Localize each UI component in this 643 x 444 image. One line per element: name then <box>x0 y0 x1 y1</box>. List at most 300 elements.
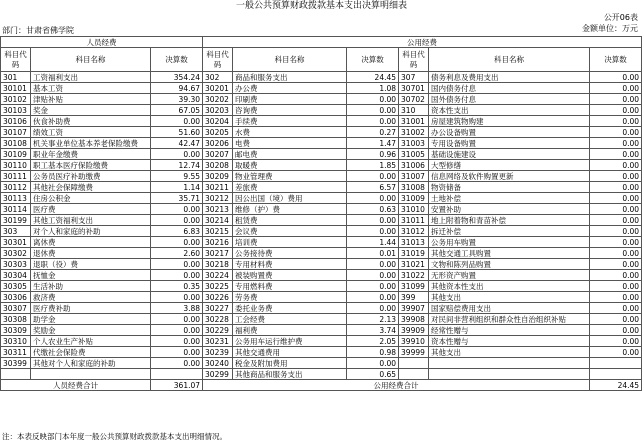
amount-cell: 0.65 <box>347 369 399 380</box>
name-cell: 抚恤金 <box>31 270 151 281</box>
amount-cell: 1.44 <box>347 237 399 248</box>
code-cell: 31005 <box>399 149 429 160</box>
name-cell: 对个人和家庭的补助 <box>31 226 151 237</box>
name-cell: 其他交通费用 <box>233 347 347 358</box>
amount-cell: 3.88 <box>151 303 203 314</box>
table-row <box>1 138 642 149</box>
amount-cell: 0.00 <box>151 292 203 303</box>
amount-cell: 6.57 <box>347 182 399 193</box>
code-cell: 30214 <box>203 215 233 226</box>
name-cell: 助学金 <box>31 314 151 325</box>
name-cell: 其他社会保障缴费 <box>31 182 151 193</box>
table-row <box>1 105 642 116</box>
code-cell: 31099 <box>399 281 429 292</box>
header-code: 科目代码 <box>203 48 233 72</box>
table-row <box>1 281 642 292</box>
amount-cell: 0.00 <box>590 303 642 314</box>
name-cell: 商品和服务支出 <box>233 72 347 83</box>
amount-cell: 0.00 <box>347 171 399 182</box>
name-cell: 安置补助 <box>429 204 590 215</box>
amount-cell: 0.00 <box>590 270 642 281</box>
header-amount: 决算数 <box>347 48 399 72</box>
name-cell: 生活补助 <box>31 281 151 292</box>
amount-cell: 0.00 <box>590 72 642 83</box>
code-cell: 39909 <box>399 325 429 336</box>
amount-cell: 94.67 <box>151 83 203 94</box>
code-cell: 30101 <box>1 83 31 94</box>
table-row <box>1 116 642 127</box>
code-cell: 30239 <box>203 347 233 358</box>
code-cell: 30228 <box>203 314 233 325</box>
public-total-label: 公用经费合计 <box>203 380 590 391</box>
amount-cell: 0.00 <box>151 325 203 336</box>
code-cell: 31011 <box>399 215 429 226</box>
code-cell: 30226 <box>203 292 233 303</box>
name-cell: 物业管理费 <box>233 171 347 182</box>
code-cell: 31008 <box>399 182 429 193</box>
name-cell: 奖励金 <box>31 325 151 336</box>
name-cell: 租赁费 <box>233 215 347 226</box>
amount-cell: 0.00 <box>590 325 642 336</box>
code-cell <box>399 358 429 369</box>
header-name: 科目名称 <box>31 48 151 72</box>
name-cell: 基本工资 <box>31 83 151 94</box>
amount-cell: 12.74 <box>151 160 203 171</box>
code-cell: 302 <box>203 72 233 83</box>
amount-unit: 金额单位：万元 <box>582 24 638 33</box>
footnote: 注：本表反映部门本年度一般公共预算财政拨款基本支出明细情况。 <box>2 432 227 441</box>
header-name: 科目名称 <box>233 48 347 72</box>
name-cell: 差旅费 <box>233 182 347 193</box>
amount-cell: 0.00 <box>347 116 399 127</box>
amount-cell: 0.00 <box>151 215 203 226</box>
name-cell: 救济费 <box>31 292 151 303</box>
code-cell: 30702 <box>399 94 429 105</box>
amount-cell: 0.00 <box>151 204 203 215</box>
public-total-value: 24.45 <box>590 380 642 391</box>
code-cell: 31010 <box>399 204 429 215</box>
code-cell: 39907 <box>399 303 429 314</box>
code-cell: 39999 <box>399 347 429 358</box>
code-cell: 30215 <box>203 226 233 237</box>
amount-cell: 0.00 <box>590 94 642 105</box>
code-cell: 30310 <box>1 336 31 347</box>
section-header-row <box>1 37 642 48</box>
table-row <box>1 226 642 237</box>
code-cell: 30208 <box>203 160 233 171</box>
table-row <box>1 83 642 94</box>
name-cell: 其他商品和服务支出 <box>233 369 347 380</box>
name-cell: 津贴补贴 <box>31 94 151 105</box>
code-cell: 31012 <box>399 226 429 237</box>
amount-cell: 1.85 <box>347 160 399 171</box>
code-cell: 30305 <box>1 281 31 292</box>
code-cell: 30240 <box>203 358 233 369</box>
amount-cell: 0.00 <box>590 226 642 237</box>
name-cell: 无形资产购置 <box>429 270 590 281</box>
amount-cell: 0.00 <box>590 248 642 259</box>
page-title: 一般公共预算财政拨款基本支出决算明细表 <box>235 1 407 11</box>
amount-cell: 1.14 <box>151 182 203 193</box>
code-cell: 30204 <box>203 116 233 127</box>
table-row <box>1 215 642 226</box>
name-cell: 信息网络及软件购置更新 <box>429 171 590 182</box>
table-row <box>1 94 642 105</box>
amount-cell: 0.00 <box>347 105 399 116</box>
code-cell: 30224 <box>203 270 233 281</box>
amount-cell: 354.24 <box>151 72 203 83</box>
name-cell: 因公出国（境）费用 <box>233 193 347 204</box>
code-cell: 30108 <box>1 138 31 149</box>
name-cell: 专用材料费 <box>233 259 347 270</box>
table-row <box>1 270 642 281</box>
name-cell: 国内债务付息 <box>429 83 590 94</box>
name-cell: 被装购置费 <box>233 270 347 281</box>
code-cell: 30229 <box>203 325 233 336</box>
code-cell: 30299 <box>203 369 233 380</box>
code-cell: 30311 <box>1 347 31 358</box>
amount-cell <box>151 369 203 380</box>
code-cell: 30106 <box>1 116 31 127</box>
code-cell: 30309 <box>1 325 31 336</box>
code-cell: 30209 <box>203 171 233 182</box>
name-cell: 印刷费 <box>233 94 347 105</box>
code-cell: 30301 <box>1 237 31 248</box>
name-cell: 公务用车运行维护费 <box>233 336 347 347</box>
amount-cell: 0.00 <box>151 237 203 248</box>
code-cell: 31006 <box>399 160 429 171</box>
amount-cell: 0.96 <box>347 149 399 160</box>
name-cell: 会议费 <box>233 226 347 237</box>
code-cell: 30304 <box>1 270 31 281</box>
amount-cell: 9.55 <box>151 171 203 182</box>
code-cell: 31022 <box>399 270 429 281</box>
amount-cell: 35.71 <box>151 193 203 204</box>
code-cell: 39908 <box>399 314 429 325</box>
amount-cell: 0.00 <box>590 292 642 303</box>
header-code: 科目代码 <box>1 48 31 72</box>
amount-cell: 0.00 <box>590 215 642 226</box>
name-cell: 离休费 <box>31 237 151 248</box>
name-cell: 其他对个人和家庭的补助 <box>31 358 151 369</box>
amount-cell: 0.00 <box>347 270 399 281</box>
amount-cell: 1.08 <box>347 83 399 94</box>
name-cell: 专用燃料费 <box>233 281 347 292</box>
amount-cell: 0.00 <box>590 105 642 116</box>
name-cell: 办公费 <box>233 83 347 94</box>
amount-cell: 0.00 <box>347 281 399 292</box>
amount-cell: 2.13 <box>347 314 399 325</box>
name-cell: 国外债务付息 <box>429 94 590 105</box>
name-cell: 土地补偿 <box>429 193 590 204</box>
table-row <box>1 314 642 325</box>
name-cell: 拆迁补偿 <box>429 226 590 237</box>
amount-cell: 42.47 <box>151 138 203 149</box>
amount-cell: 0.00 <box>590 204 642 215</box>
code-cell: 30227 <box>203 303 233 314</box>
header-name: 科目名称 <box>429 48 590 72</box>
code-cell: 30399 <box>1 358 31 369</box>
name-cell: 其他支出 <box>429 292 590 303</box>
amount-cell: 0.00 <box>151 358 203 369</box>
code-cell: 30203 <box>203 105 233 116</box>
amount-cell: 0.00 <box>151 314 203 325</box>
name-cell: 其他资本性支出 <box>429 281 590 292</box>
amount-cell: 3.74 <box>347 325 399 336</box>
name-cell: 代缴社会保险费 <box>31 347 151 358</box>
amount-cell: 0.00 <box>590 160 642 171</box>
name-cell: 公务员医疗补助缴费 <box>31 171 151 182</box>
name-cell: 专用设备购置 <box>429 138 590 149</box>
code-cell: 30111 <box>1 171 31 182</box>
code-cell: 30212 <box>203 193 233 204</box>
amount-cell: 0.00 <box>151 347 203 358</box>
section-personnel: 人员经费 <box>1 37 203 48</box>
code-cell: 30112 <box>1 182 31 193</box>
amount-cell: 0.00 <box>590 336 642 347</box>
code-cell: 30107 <box>1 127 31 138</box>
name-cell: 资本性支出 <box>429 105 590 116</box>
amount-cell: 0.00 <box>347 303 399 314</box>
table-row <box>1 149 642 160</box>
code-cell: 301 <box>1 72 31 83</box>
name-cell: 公务用车购置 <box>429 237 590 248</box>
code-cell: 30114 <box>1 204 31 215</box>
name-cell: 文物和陈列品购置 <box>429 259 590 270</box>
amount-cell: 0.01 <box>347 248 399 259</box>
code-cell: 30217 <box>203 248 233 259</box>
name-cell: 工会经费 <box>233 314 347 325</box>
name-cell: 住房公积金 <box>31 193 151 204</box>
code-cell: 30205 <box>203 127 233 138</box>
name-cell: 奖金 <box>31 105 151 116</box>
amount-cell: 1.47 <box>347 138 399 149</box>
header-amount: 决算数 <box>590 48 642 72</box>
code-cell: 30225 <box>203 281 233 292</box>
amount-cell: 0.00 <box>151 259 203 270</box>
amount-cell: 0.00 <box>590 259 642 270</box>
name-cell: 咨询费 <box>233 105 347 116</box>
amount-cell: 0.00 <box>347 94 399 105</box>
name-cell: 职业年金缴费 <box>31 149 151 160</box>
code-cell: 30306 <box>1 292 31 303</box>
amount-cell: 0.00 <box>590 347 642 358</box>
code-cell: 30303 <box>1 259 31 270</box>
amount-cell: 0.00 <box>347 215 399 226</box>
code-cell <box>1 369 31 380</box>
amount-cell <box>590 358 642 369</box>
table-row <box>1 182 642 193</box>
table-row <box>1 237 642 248</box>
code-cell: 31009 <box>399 193 429 204</box>
name-cell: 其他工资福利支出 <box>31 215 151 226</box>
name-cell: 对民间非营利组织和群众性自治组织补贴 <box>429 314 590 325</box>
personnel-total-value: 361.07 <box>151 380 203 391</box>
name-cell: 退休费 <box>31 248 151 259</box>
code-cell <box>399 369 429 380</box>
amount-cell: 2.05 <box>347 336 399 347</box>
personnel-total-label: 人员经费合计 <box>1 380 151 391</box>
name-cell: 国家赔偿费用支出 <box>429 303 590 314</box>
amount-cell: 0.00 <box>151 149 203 160</box>
amount-cell: 0.35 <box>151 281 203 292</box>
code-cell: 39910 <box>399 336 429 347</box>
amount-cell: 51.60 <box>151 127 203 138</box>
code-cell: 30103 <box>1 105 31 116</box>
amount-cell: 6.83 <box>151 226 203 237</box>
name-cell: 办公设备购置 <box>429 127 590 138</box>
name-cell <box>31 369 151 380</box>
name-cell: 大型修缮 <box>429 160 590 171</box>
code-cell: 30701 <box>399 83 429 94</box>
code-cell: 310 <box>399 105 429 116</box>
name-cell <box>429 369 590 380</box>
amount-cell: 0.00 <box>590 138 642 149</box>
name-cell: 委托业务费 <box>233 303 347 314</box>
header-amount: 决算数 <box>151 48 203 72</box>
amount-cell: 0.00 <box>590 182 642 193</box>
header-code: 科目代码 <box>399 48 429 72</box>
code-cell: 31019 <box>399 248 429 259</box>
amount-cell: 0.00 <box>347 193 399 204</box>
name-cell: 个人农业生产补贴 <box>31 336 151 347</box>
amount-cell: 0.00 <box>590 116 642 127</box>
name-cell: 物资储备 <box>429 182 590 193</box>
code-cell: 30201 <box>203 83 233 94</box>
name-cell: 手续费 <box>233 116 347 127</box>
amount-cell: 0.00 <box>347 226 399 237</box>
code-cell: 399 <box>399 292 429 303</box>
amount-cell: 0.27 <box>347 127 399 138</box>
amount-cell: 0.63 <box>347 204 399 215</box>
amount-cell: 0.00 <box>151 270 203 281</box>
amount-cell: 0.00 <box>347 259 399 270</box>
code-cell: 307 <box>399 72 429 83</box>
name-cell: 福利费 <box>233 325 347 336</box>
code-cell: 30113 <box>1 193 31 204</box>
table-row <box>1 336 642 347</box>
table-row <box>1 303 642 314</box>
amount-cell <box>590 369 642 380</box>
table-row <box>1 248 642 259</box>
name-cell: 资本性赠与 <box>429 336 590 347</box>
amount-cell: 0.00 <box>590 281 642 292</box>
name-cell: 维修（护）费 <box>233 204 347 215</box>
table-row <box>1 127 642 138</box>
name-cell: 其他支出 <box>429 347 590 358</box>
name-cell: 地上附着物和青苗补偿 <box>429 215 590 226</box>
table-row <box>1 193 642 204</box>
code-cell: 303 <box>1 226 31 237</box>
code-cell: 30308 <box>1 314 31 325</box>
code-cell: 30218 <box>203 259 233 270</box>
code-cell: 30213 <box>203 204 233 215</box>
name-cell: 劳务费 <box>233 292 347 303</box>
amount-cell: 0.00 <box>590 314 642 325</box>
name-cell: 税金及附加费用 <box>233 358 347 369</box>
name-cell: 邮电费 <box>233 149 347 160</box>
code-cell: 31002 <box>399 127 429 138</box>
amount-cell: 39.30 <box>151 94 203 105</box>
table-row <box>1 292 642 303</box>
amount-cell: 0.00 <box>590 127 642 138</box>
name-cell <box>429 358 590 369</box>
expenditure-table <box>0 36 642 391</box>
table-row <box>1 325 642 336</box>
form-number: 公开06表 <box>603 13 638 22</box>
code-cell: 30307 <box>1 303 31 314</box>
code-cell: 30199 <box>1 215 31 226</box>
section-public: 公用经费 <box>203 37 642 48</box>
amount-cell: 0.00 <box>151 116 203 127</box>
amount-cell: 0.00 <box>347 358 399 369</box>
amount-cell: 0.00 <box>590 193 642 204</box>
amount-cell: 67.05 <box>151 105 203 116</box>
table-row <box>1 369 642 380</box>
name-cell: 水费 <box>233 127 347 138</box>
table-row <box>1 72 642 83</box>
amount-cell: 0.00 <box>590 83 642 94</box>
code-cell: 30211 <box>203 182 233 193</box>
code-cell: 31003 <box>399 138 429 149</box>
name-cell: 工资福利支出 <box>31 72 151 83</box>
code-cell: 30102 <box>1 94 31 105</box>
amount-cell: 0.00 <box>151 336 203 347</box>
code-cell: 31001 <box>399 116 429 127</box>
name-cell: 机关事业单位基本养老保险缴费 <box>31 138 151 149</box>
name-cell: 绩效工资 <box>31 127 151 138</box>
name-cell: 医疗费补助 <box>31 303 151 314</box>
table-row <box>1 259 642 270</box>
name-cell: 其他交通工具购置 <box>429 248 590 259</box>
name-cell: 经常性赠与 <box>429 325 590 336</box>
amount-cell: 0.00 <box>590 237 642 248</box>
table-row <box>1 160 642 171</box>
name-cell: 取暖费 <box>233 160 347 171</box>
code-cell: 30109 <box>1 149 31 160</box>
code-cell: 31021 <box>399 259 429 270</box>
name-cell: 基础设施建设 <box>429 149 590 160</box>
amount-cell: 0.98 <box>347 347 399 358</box>
code-cell: 30207 <box>203 149 233 160</box>
code-cell: 30110 <box>1 160 31 171</box>
code-cell: 31013 <box>399 237 429 248</box>
name-cell: 债务利息及费用支出 <box>429 72 590 83</box>
name-cell: 培训费 <box>233 237 347 248</box>
name-cell: 医疗费 <box>31 204 151 215</box>
table-row <box>1 347 642 358</box>
totals-row <box>1 380 642 391</box>
column-header-row <box>1 48 642 72</box>
table-row <box>1 171 642 182</box>
name-cell: 公务接待费 <box>233 248 347 259</box>
name-cell: 电费 <box>233 138 347 149</box>
department-label: 部门：甘肃省佛学院 <box>2 26 74 35</box>
table-row <box>1 204 642 215</box>
amount-cell: 0.00 <box>590 149 642 160</box>
amount-cell: 0.00 <box>347 292 399 303</box>
name-cell: 职工基本医疗保险缴费 <box>31 160 151 171</box>
amount-cell: 0.00 <box>590 171 642 182</box>
code-cell: 30202 <box>203 94 233 105</box>
code-cell: 30216 <box>203 237 233 248</box>
amount-cell: 2.60 <box>151 248 203 259</box>
amount-cell: 24.45 <box>347 72 399 83</box>
table-row <box>1 358 642 369</box>
code-cell: 30302 <box>1 248 31 259</box>
name-cell: 伙食补助费 <box>31 116 151 127</box>
name-cell: 退职（役）费 <box>31 259 151 270</box>
